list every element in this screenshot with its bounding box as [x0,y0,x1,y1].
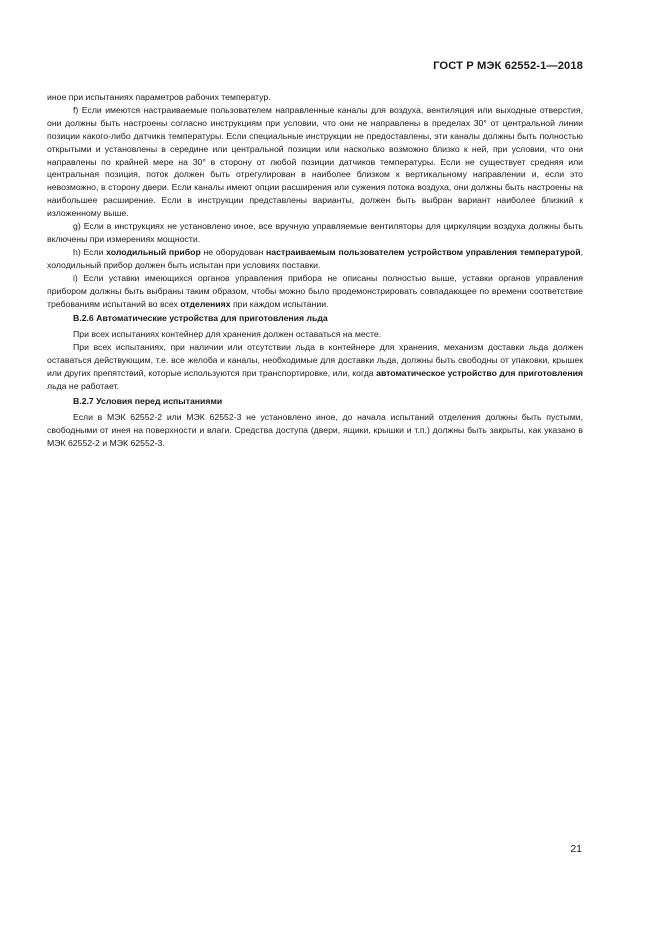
page-header: ГОСТ Р МЭК 62552-1—2018 [433,60,583,72]
page-number: 21 [570,843,582,855]
paragraph-i-text-2: при каждом испытании. [230,298,329,309]
section-heading-b26: В.2.6 Автоматические устройства для приготовления льда [73,313,328,324]
term-automatic-icemaker: автоматическое устройство для приготовления [376,368,584,379]
paragraph-continuation: иное при испытаниях параметров рабочих температур. [47,92,271,102]
paragraph-b26-1: При всех испытаниях контейнер для хранения должен оставаться на месте. [73,329,382,340]
paragraph-h-text-2: не оборудован [200,246,267,257]
paragraph-b26-2 [47,341,583,393]
term-refrigerating-appliance: холодильный прибор [106,246,201,257]
paragraph-h [47,246,583,272]
paragraph-b26-2-text-2: льда не работает. [47,380,119,391]
term-compartments: отделениях [180,298,231,309]
paragraph-h-text-3: , холодильный прибор должен быть испытан при условиях поставки. [47,246,583,270]
paragraph-b27-1: Если в МЭК 62552-2 или МЭК 62552-3 не установлено иное, до начала испытаний отделения должны быть пустыми, свободными от инея на поверхности и влаги. Средства доступа (двери, ящики, крышки и т.п.) должны быть закрыты, как указано в МЭК 62552-2 и МЭК 62552-3. [47,411,583,448]
paragraph-g: g) Если в инструкциях не установлено иное, все вручную управляемые вентиляторы для циркуляции воздуха должны быть включены при измерениях мощности. [47,221,583,244]
document-body [47,91,583,449]
paragraph-h-text-1: h) Если [73,246,107,257]
paragraph-f: f) Если имеются настраиваемые пользователем направленные каналы для воздуха, вентиляция или выходные отверстия, они должны быть настроены согласно инструкциям при условии, что они не направлены в пределах 30° от центральной линии позиции какого-либо датчика температуры. Если специальные инструкции не предоставлены, эти каналы должны быть полностью открытыми и установлены в середине или центральной позиции или насколько возможно близко к ней, при условии, что они направлены по крайней мере на 30° в сторону от любой позиции датчиков температуры. Если не существует средняя или центральная позиция, поток должен быть отрегулирован в наиболее близком к вертикальному направлении и, если это невозможно, в сторону двери. Если каналы имеют опции расширения или сужения потока воздуха, они должны быть настроены на наибольшее расширение. Если в инструкции представлены варианты, должен быть выбран вариант наиболее близкий к изложенному выше. [47,104,583,219]
paragraph-i [47,272,583,311]
paragraph-i-text-1: i) Если уставки имеющихся органов управления прибора не описаны полностью выше, уставки органов управления прибором должны быть выбраны таким образом, чтобы можно было продемонстрировать совпадающее по времени соответствие требованиям испытаний во всех [47,272,583,309]
term-temperature-control: настраиваемым пользователем устройством управления температурой [266,246,581,257]
section-heading-b27: В.2.7 Условия перед испытаниями [73,395,223,406]
paragraph-b26-2-text-1: При всех испытаниях, при наличии или отсутствии льда в контейнере для хранения, механизм доставки льда должен оставаться действующим, т.е. все желоба и каналы, необходимые для доставки льда, должны быть свободны от упаковки, крышек или других препятствий, которые используются при транспортировке, или, когда [47,342,583,379]
